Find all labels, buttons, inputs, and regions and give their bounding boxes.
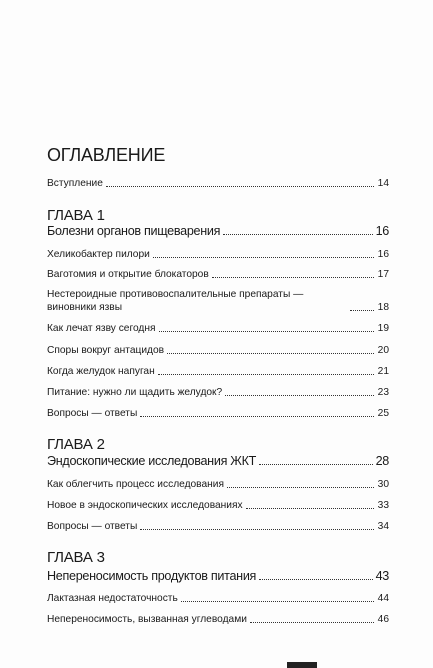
entry-label: Хеликобактер пилори <box>47 249 150 260</box>
entry-page-number: 44 <box>377 593 389 604</box>
leader-dots <box>225 395 374 396</box>
toc-entry[interactable] <box>47 322 389 335</box>
toc-entry[interactable] <box>47 248 389 261</box>
toc-entry[interactable] <box>47 268 389 281</box>
entry-label: Как лечат язву сегодня <box>47 323 156 334</box>
toc-entry[interactable] <box>47 520 389 533</box>
toc-section[interactable] <box>47 455 389 468</box>
leader-dots <box>223 234 372 235</box>
leader-dots <box>167 353 374 354</box>
toc-entry[interactable] <box>47 407 389 420</box>
leader-dots <box>250 622 374 623</box>
entry-page-number: 19 <box>377 323 389 334</box>
chapter-heading: ГЛАВА 3 <box>47 549 105 566</box>
page-title: ОГЛАВЛЕНИЕ <box>47 145 166 165</box>
entry-page-number: 46 <box>377 614 389 625</box>
entry-page-number: 23 <box>377 387 389 398</box>
entry-label: Ваготомия и открытие блокаторов <box>47 269 209 280</box>
chapter-heading: ГЛАВА 2 <box>47 436 105 453</box>
entry-label: Вопросы — ответы <box>47 521 138 532</box>
entry-label: Споры вокруг антацидов <box>47 345 165 356</box>
entry-page-number: 33 <box>377 500 389 511</box>
leader-dots <box>212 277 374 278</box>
toc-entry[interactable] <box>47 344 389 357</box>
leader-dots <box>158 374 374 375</box>
entry-page-number: 25 <box>377 408 389 419</box>
entry-label: Вступление <box>47 178 103 189</box>
toc-entry[interactable] <box>47 499 389 512</box>
leader-dots <box>259 579 373 580</box>
toc-entry[interactable] <box>47 288 389 314</box>
section-label: Непереносимость продуктов питания <box>47 569 257 583</box>
leader-dots <box>106 186 374 187</box>
entry-page-number: 28 <box>375 454 389 468</box>
page-edge-mark <box>287 662 317 668</box>
leader-dots <box>140 529 374 530</box>
entry-page-number: 20 <box>377 345 389 356</box>
toc-entry[interactable] <box>47 478 389 491</box>
entry-page-number: 43 <box>375 569 389 583</box>
leader-dots <box>140 416 374 417</box>
entry-page-number: 30 <box>377 479 389 490</box>
leader-dots <box>159 331 375 332</box>
section-label: Болезни органов пищеварения <box>47 224 221 238</box>
entry-label: Когда желудок напуган <box>47 366 155 377</box>
entry-label: Питание: нужно ли щадить желудок? <box>47 387 223 398</box>
entry-label-line: виновники язвы <box>47 302 123 313</box>
leader-dots <box>350 310 374 311</box>
toc-entry[interactable] <box>47 613 389 626</box>
chapter-heading: ГЛАВА 1 <box>47 207 105 224</box>
entry-page-number: 34 <box>377 521 389 532</box>
leader-dots <box>181 601 374 602</box>
leader-dots <box>227 487 374 488</box>
entry-label: Непереносимость, вызванная углеводами <box>47 614 247 625</box>
toc-section[interactable] <box>47 225 389 238</box>
entry-label: Новое в эндоскопических исследованиях <box>47 500 243 511</box>
entry-page-number: 21 <box>377 366 389 377</box>
entry-page-number: 18 <box>377 302 389 313</box>
entry-label: Как облегчить процесс исследования <box>47 479 224 490</box>
entry-label-line: Нестероидные противовоспалительные препараты — <box>47 289 304 300</box>
section-label: Эндоскопические исследования ЖКТ <box>47 454 257 468</box>
toc-entry[interactable] <box>47 365 389 378</box>
toc-entry[interactable] <box>47 386 389 399</box>
entry-label: Лактазная недостаточность <box>47 593 178 604</box>
entry-page-number: 14 <box>377 178 389 189</box>
leader-dots <box>153 257 374 258</box>
entry-page-number: 17 <box>377 269 389 280</box>
toc-entry[interactable] <box>47 592 389 605</box>
toc-entry-intro[interactable] <box>47 177 389 190</box>
leader-dots <box>246 508 374 509</box>
leader-dots <box>259 464 373 465</box>
entry-label <box>47 288 347 314</box>
toc-section[interactable] <box>47 570 389 583</box>
entry-page-number: 16 <box>377 249 389 260</box>
entry-page-number: 16 <box>375 224 389 238</box>
entry-label: Вопросы — ответы <box>47 408 138 419</box>
